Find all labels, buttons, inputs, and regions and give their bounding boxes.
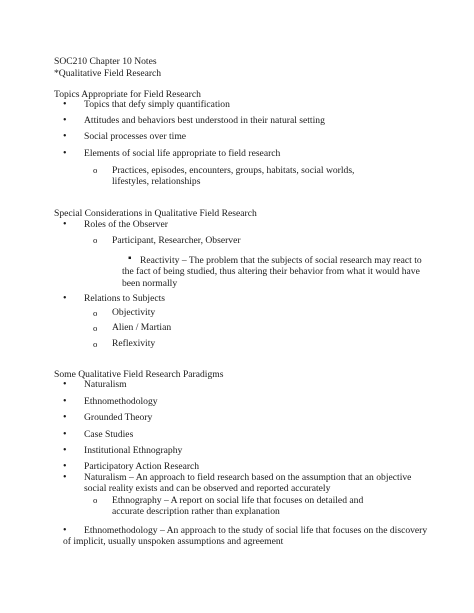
sub-bullet-icon: o <box>93 495 98 505</box>
bullet-icon: • <box>63 396 67 407</box>
sub-bullet-icon: o <box>93 339 98 349</box>
section-heading-topics: Topics Appropriate for Field Research <box>54 89 201 100</box>
bullet-icon: • <box>63 131 67 142</box>
document-subtitle: *Qualitative Field Research <box>54 68 162 79</box>
list-item: Grounded Theory <box>84 412 153 423</box>
list-item: Roles of the Observer <box>84 219 168 230</box>
sub-list-item: Objectivity <box>112 307 156 318</box>
bullet-icon: • <box>63 99 67 110</box>
bullet-icon: • <box>63 412 67 423</box>
sub-bullet-icon: o <box>93 235 98 245</box>
sub-list-item: Alien / Martian <box>112 322 172 333</box>
bullet-icon: • <box>63 525 67 536</box>
list-item: Institutional Ethnography <box>84 445 183 456</box>
list-item: Attitudes and behaviors best understood in their natural setting <box>84 115 325 126</box>
list-item: Elements of social life appropriate to field research <box>84 148 281 159</box>
bullet-icon: • <box>63 379 67 390</box>
sub-list-item: Reflexivity <box>112 338 156 349</box>
bullet-icon: • <box>63 445 67 456</box>
bullet-icon: • <box>63 472 67 483</box>
section-heading-considerations: Special Considerations in Qualitative Field Research <box>54 208 257 219</box>
bullet-icon: • <box>63 429 67 440</box>
list-item: Relations to Subjects <box>84 293 166 304</box>
bullet-icon: • <box>63 219 67 230</box>
square-bullet-icon: ▪ <box>128 253 132 264</box>
bullet-icon: • <box>63 148 67 159</box>
sub-bullet-icon: o <box>93 308 98 318</box>
section-heading-paradigms: Some Qualitative Field Research Paradigms <box>54 369 224 380</box>
ethnography-definition: Ethnography – A report on social life that focuses on detailed and accurate description rather than explanation <box>112 495 364 518</box>
bullet-icon: • <box>63 461 67 472</box>
document-title: SOC210 Chapter 10 Notes <box>54 56 157 67</box>
sub-list-item: Participant, Researcher, Observer <box>112 235 241 246</box>
bullet-icon: • <box>63 115 67 126</box>
reactivity-definition: Reactivity – The problem that the subjects of social research may react to the fact of being studied, thus altering their behavior from what it would have been normally <box>122 255 422 289</box>
sub-bullet-icon: o <box>93 165 98 175</box>
list-item: Topics that defy simply quantification <box>84 99 230 110</box>
ethnomethodology-definition: Ethnomethodology – An approach to the study of social life that focuses on the discovery of implicit, usually unspoken assumptions and agreement <box>63 525 428 548</box>
naturalism-definition: Naturalism – An approach to field research based on the assumption that an objective social reality exists and can be observed and reported accurately <box>84 472 412 495</box>
sub-list-item: Practices, episodes, encounters, groups, habitats, social worlds, lifestyles, relationships <box>112 165 355 188</box>
bullet-icon: • <box>63 293 67 304</box>
list-item: Naturalism <box>84 379 127 390</box>
list-item: Case Studies <box>84 429 134 440</box>
sub-bullet-icon: o <box>93 323 98 333</box>
list-item: Social processes over time <box>84 131 187 142</box>
list-item: Participatory Action Research <box>84 461 200 472</box>
list-item: Ethnomethodology <box>84 396 158 407</box>
